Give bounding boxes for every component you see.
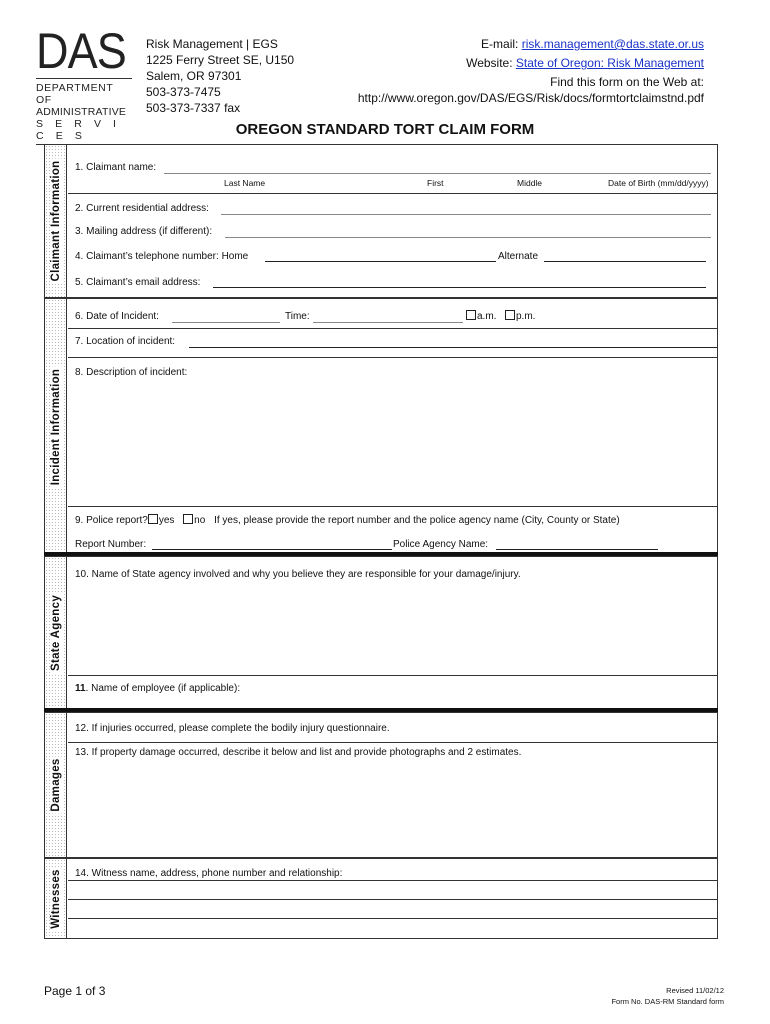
agency-sidebar <box>45 557 67 709</box>
damages-sidebar <box>45 713 67 857</box>
q3-label: 3. Mailing address (if different): <box>75 226 213 237</box>
home-phone-field[interactable] <box>265 261 496 262</box>
revised-date: Revised 11/02/12 <box>666 986 724 995</box>
mailing-address-field[interactable] <box>225 237 711 238</box>
q2-label: 2. Current residential address: <box>75 203 209 214</box>
incident-location-row <box>68 329 717 358</box>
pm-checkbox[interactable] <box>505 310 515 320</box>
incident-description-row[interactable] <box>68 358 717 507</box>
residential-address-row <box>68 194 717 218</box>
mailing-address-row <box>68 218 717 242</box>
witnesses-sidebar <box>45 859 67 938</box>
email-label: E-mail: <box>481 37 522 51</box>
contact-info <box>358 36 704 106</box>
email-link[interactable]: risk.management@das.state.or.us <box>521 37 704 51</box>
pm-label: p.m. <box>516 311 536 322</box>
q13-label: 13. If property damage occurred, describe it below and list and provide photographs and 2 estimates. <box>75 747 522 758</box>
address-line-3: Salem, OR 97301 <box>146 69 242 83</box>
incident-date-field[interactable] <box>172 322 280 323</box>
police-yes-checkbox[interactable] <box>148 514 158 524</box>
property-damage-row[interactable] <box>68 743 717 858</box>
witnesses-heading: Witnesses <box>49 868 62 929</box>
claimant-sidebar <box>45 145 67 297</box>
dob-caption: Date of Birth (mm/dd/yyyy) <box>608 178 709 188</box>
witness-row-1[interactable] <box>68 859 717 881</box>
form-url: http://www.oregon.gov/DAS/EGS/Risk/docs/formtortclaimstnd.pdf <box>357 91 704 105</box>
website-link[interactable]: State of Oregon: Risk Management <box>515 56 704 70</box>
time-label: Time: <box>285 311 310 322</box>
incident-time-field[interactable] <box>313 322 463 323</box>
pm-option[interactable] <box>505 310 535 322</box>
logo-line-3: S E R V I C E S <box>36 118 132 145</box>
witness-row-4[interactable] <box>68 919 717 939</box>
damages-heading: Damages <box>49 758 62 812</box>
agency-heading: State Agency <box>49 594 62 672</box>
incident-sidebar <box>45 299 67 555</box>
logo-line-2: ADMINISTRATIVE <box>36 106 127 118</box>
witness-row-3[interactable] <box>68 900 717 919</box>
claimant-email-field[interactable] <box>213 287 706 288</box>
form-title: OREGON STANDARD TORT CLAIM FORM <box>235 121 535 138</box>
q12-label: 12. If injuries occurred, please complete the bodily injury questionnaire. <box>75 723 390 734</box>
middle-name-caption: Middle <box>517 178 543 188</box>
claimant-name-field[interactable] <box>164 173 711 174</box>
am-option[interactable] <box>466 310 496 322</box>
incident-date-row <box>68 299 717 329</box>
q4-label: 4. Claimant’s telephone number: Home <box>75 251 249 262</box>
find-form-text: Find this form on the Web at: <box>550 75 704 89</box>
police-no-checkbox[interactable] <box>183 514 193 524</box>
q10-label: 10. Name of State agency involved and why you believe they are responsible for your damage/injury. <box>75 569 521 580</box>
first-name-caption: First <box>427 178 444 188</box>
q8-label: 8. Description of incident: <box>75 367 188 378</box>
police-report-row <box>68 507 717 531</box>
agency-section <box>44 556 718 710</box>
q7-label: 7. Location of incident: <box>75 336 176 347</box>
q11-label <box>75 683 240 694</box>
form-revision-info <box>611 985 724 1007</box>
last-name-caption: Last Name <box>224 178 266 188</box>
residential-address-field[interactable] <box>221 214 711 215</box>
police-instruction: If yes, please provide the report number and the police agency name (City, County or State) <box>214 515 620 526</box>
agency-responsibility-row[interactable] <box>68 557 717 676</box>
website-line <box>358 55 704 71</box>
damages-section <box>44 712 718 858</box>
witnesses-section <box>44 858 718 939</box>
police-report-question: 9. Police report? <box>75 515 148 526</box>
am-checkbox[interactable] <box>466 310 476 320</box>
email-line <box>358 36 704 52</box>
website-label: Website: <box>466 56 516 70</box>
claimant-heading: Claimant Information <box>49 160 62 282</box>
email-row <box>68 268 717 298</box>
police-agency-label: Police Agency Name: <box>393 539 489 550</box>
address-line-2: 1225 Ferry Street SE, U150 <box>146 53 295 67</box>
claimant-section <box>44 144 718 298</box>
q14-label: 14. Witness name, address, phone number and relationship: <box>75 868 343 879</box>
alternate-phone-field[interactable] <box>544 261 706 262</box>
q11-number: 11 <box>75 683 86 694</box>
employee-name-row[interactable] <box>68 676 717 710</box>
q9-label <box>75 514 620 526</box>
q6-label: 6. Date of Incident: <box>75 311 159 322</box>
phone-number: 503-373-7475 <box>146 85 221 99</box>
am-label: a.m. <box>477 311 497 322</box>
fax-number: 503-373-7337 fax <box>146 101 241 115</box>
logo-letters: DAS <box>36 23 126 79</box>
police-agency-field[interactable] <box>496 549 658 550</box>
incident-location-field[interactable] <box>189 347 717 348</box>
incident-section <box>44 298 718 556</box>
bodily-injury-row <box>68 713 717 743</box>
address-line-1: Risk Management | EGS <box>146 37 278 51</box>
q11-text: . Name of employee (if applicable): <box>85 683 241 694</box>
police-no-label: no <box>194 515 206 526</box>
report-number-field[interactable] <box>152 549 392 550</box>
q1-label: 1. Claimant name: <box>75 162 157 173</box>
logo-line-1: DEPARTMENT OF <box>36 78 132 106</box>
alternate-phone-label: Alternate <box>498 251 539 262</box>
page-number: Page 1 of 3 <box>44 984 106 998</box>
das-logo <box>36 23 132 142</box>
report-number-label: Report Number: <box>75 539 147 550</box>
form-number: Form No. DAS-RM Standard form <box>611 997 724 1006</box>
claimant-name-row <box>68 145 717 194</box>
police-yes-label: yes <box>158 515 175 526</box>
incident-heading: Incident Information <box>49 368 62 486</box>
telephone-row <box>68 242 717 268</box>
witness-row-2[interactable] <box>68 881 717 900</box>
q5-label: 5. Claimant’s email address: <box>75 277 201 288</box>
office-address <box>146 36 294 116</box>
